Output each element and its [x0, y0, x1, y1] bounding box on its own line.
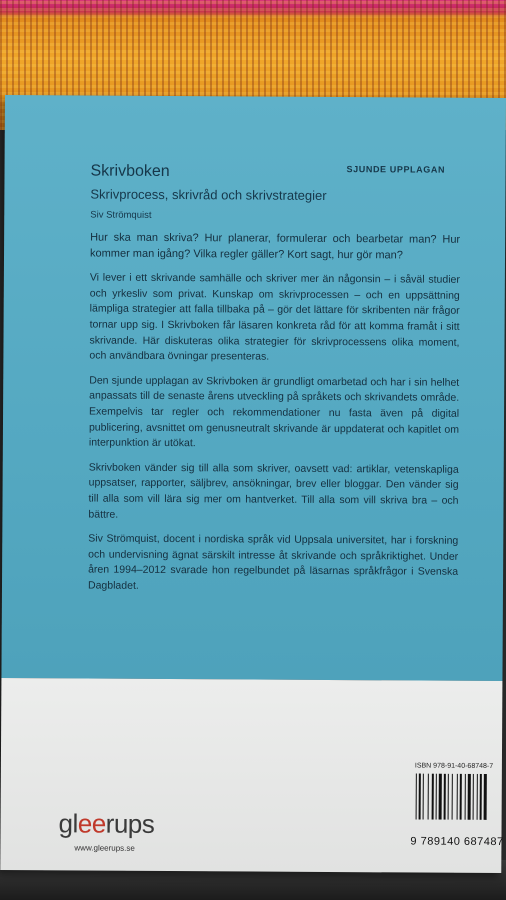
edition-label: SJUNDE UPPLAGAN — [346, 164, 446, 175]
blurb-paragraph: Hur ska man skriva? Hur planerar, formulerar och bearbetar man? Hur kommer man igång? Vilka regler gäller? Kort sagt, hur gör man? — [89, 231, 461, 262]
book-author: Siv Strömquist — [90, 209, 152, 221]
book-title: Skrivboken — [90, 162, 170, 181]
book-subtitle: Skrivprocess, skrivråd och skrivstrategier — [90, 186, 327, 203]
barcode-icon — [415, 774, 502, 821]
publisher-url: www.gleerups.se — [74, 843, 135, 853]
blurb-paragraph: Den sjunde upplagan av Skrivboken är grundligt omarbetad och har i sin helhet anpassats till de senaste årens utveckling på språkets och skrivandets område. Exempelvis tar regler och rekommendationer nu fasta även på digital publicering, avsnittet om genusneutralt skrivande är uppdaterat och kapitlet om interpunktion är utökat. — [88, 374, 460, 450]
author-bio: Siv Strömquist, docent i nordiska språk vid Uppsala universitet, har i forskning och undervisning ägnat särskilt intresse åt skrivande och språkriktighet. Under åren 1994–2012 svarade hon regelbundet på läsarnas språkfrågor i Svenska Dagbladet. — [87, 532, 459, 592]
logo-text-accent: ee — [77, 808, 106, 839]
isbn-label: ISBN 978-91-40-68748-7 — [414, 762, 494, 770]
logo-text-post: rups — [105, 808, 155, 839]
publisher-logo — [58, 808, 154, 840]
blurb-text — [88, 231, 460, 606]
blurb-paragraph: Skrivboken vänder sig till alla som skriver, oavsett vad: artiklar, vetenskapliga uppsatser, rapporter, säljbrev, ansökningar, brev eller bloggar. Den vänder sig till alla som vill lära sig mer om hantverket. Till alla som vill skriva bra – och bättre. — [88, 461, 459, 521]
book-back-cover — [0, 95, 506, 873]
logo-text-pre: gl — [58, 808, 78, 839]
blurb-paragraph: Vi lever i ett skrivande samhälle och skriver mer än någonsin – i såväl studier och yrkesliv som privat. Kunskap om skrivprocessen – och en uppsättning lämpliga strategier att falla tillbaka på – gör det lättare för skribenten när frågor tornar upp sig. I Skrivboken får läsaren konkreta råd för att komma framåt i sitt skrivande. Här diskuteras olika strategier för skrivprocessens olika moment, och användbara övningar presenteras. — [89, 271, 460, 363]
barcode-number: 9 789140 687487 — [410, 835, 504, 849]
